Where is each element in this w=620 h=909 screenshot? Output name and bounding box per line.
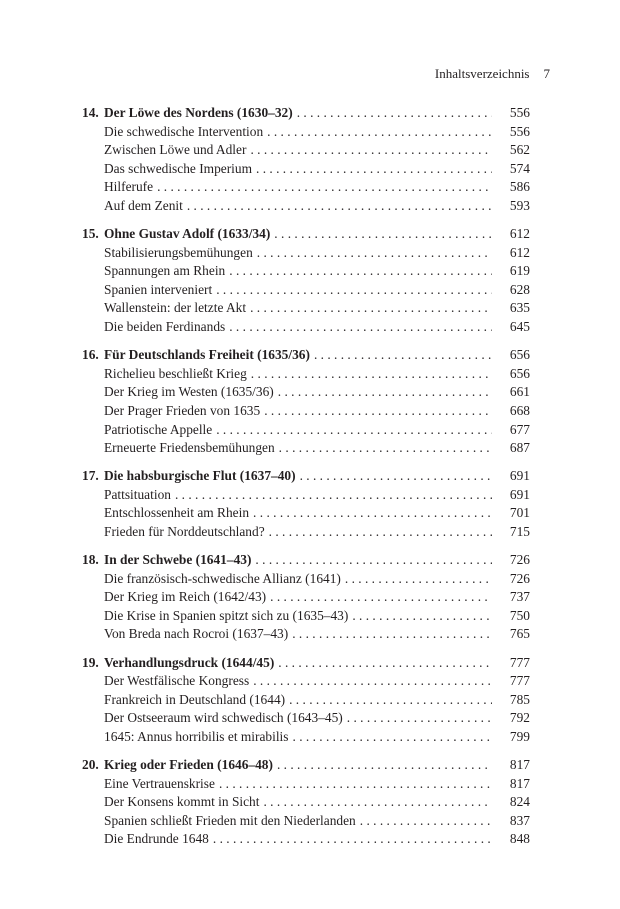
dot-leader bbox=[219, 775, 492, 794]
dot-leader bbox=[300, 467, 492, 486]
chapter-block bbox=[82, 104, 530, 216]
dot-leader bbox=[279, 439, 492, 458]
dot-leader bbox=[274, 225, 492, 244]
section-title: Auf dem Zenit bbox=[104, 197, 183, 213]
section-title: Die Endrunde 1648 bbox=[104, 831, 209, 847]
chapter-title: In der Schwebe (1641–43) bbox=[104, 552, 252, 568]
page-reference: 687 bbox=[509, 440, 530, 456]
chapter-number: 16. bbox=[82, 347, 99, 363]
dot-leader bbox=[229, 262, 492, 281]
page-reference: 586 bbox=[509, 179, 530, 195]
chapter-number: 19. bbox=[82, 654, 99, 670]
dot-leader bbox=[314, 346, 492, 365]
chapter-entry[interactable] bbox=[82, 467, 530, 486]
dot-leader bbox=[253, 672, 492, 691]
page-reference: 726 bbox=[509, 570, 530, 586]
page-reference: 612 bbox=[509, 244, 530, 260]
section-entry[interactable] bbox=[82, 672, 530, 691]
dot-leader bbox=[278, 654, 492, 673]
section-title: Der Ostseeraum wird schwedisch (1643–45) bbox=[104, 710, 343, 726]
page-reference: 677 bbox=[509, 421, 530, 437]
page-reference: 691 bbox=[509, 468, 530, 484]
page-reference: 848 bbox=[509, 831, 530, 847]
section-entry[interactable] bbox=[82, 160, 530, 179]
page-reference: 645 bbox=[509, 319, 530, 335]
page-reference: 619 bbox=[509, 263, 530, 279]
chapter-block bbox=[82, 551, 530, 644]
dot-leader bbox=[267, 123, 492, 142]
chapter-number: 20. bbox=[82, 757, 99, 772]
chapter-entry[interactable] bbox=[82, 104, 530, 123]
section-title: Patriotische Appelle bbox=[104, 421, 213, 437]
chapter-title: Ohne Gustav Adolf (1633/34) bbox=[104, 226, 271, 242]
dot-leader bbox=[347, 709, 492, 728]
chapter-entry[interactable] bbox=[82, 225, 530, 244]
page-reference: 628 bbox=[509, 281, 530, 297]
dot-leader bbox=[270, 588, 492, 607]
chapter-title: Der Löwe des Nordens (1630–32) bbox=[104, 105, 293, 120]
dot-leader bbox=[289, 691, 492, 710]
section-title: 1645: Annus horribilis et mirabilis bbox=[104, 728, 289, 744]
section-entry[interactable] bbox=[82, 439, 530, 458]
dot-leader bbox=[360, 812, 492, 831]
chapter-number: 14. bbox=[82, 105, 99, 120]
page-reference: 817 bbox=[509, 775, 530, 791]
section-title: Zwischen Löwe und Adler bbox=[104, 142, 247, 158]
section-title: Wallenstein: der letzte Akt bbox=[104, 300, 247, 316]
page-reference: 765 bbox=[509, 626, 530, 642]
page-reference: 593 bbox=[509, 197, 530, 213]
section-entry[interactable] bbox=[82, 299, 530, 318]
section-entry[interactable] bbox=[82, 812, 530, 831]
section-entry[interactable] bbox=[82, 197, 530, 216]
section-title: Erneuerte Friedensbemühungen bbox=[104, 440, 275, 456]
section-title: Pattsituation bbox=[104, 486, 171, 502]
section-title: Richelieu beschließt Krieg bbox=[104, 365, 247, 381]
dot-leader bbox=[251, 365, 492, 384]
dot-leader bbox=[277, 756, 492, 775]
running-head bbox=[435, 66, 550, 82]
section-title: Der Konsens kommt in Sicht bbox=[104, 794, 260, 810]
section-title: Frieden für Norddeutschland? bbox=[104, 523, 265, 539]
section-title: Spanien schließt Frieden mit den Niederlanden bbox=[104, 812, 356, 828]
section-entry[interactable] bbox=[82, 793, 530, 812]
dot-leader bbox=[250, 141, 492, 160]
page-reference: 715 bbox=[509, 523, 530, 539]
page-reference: 799 bbox=[509, 728, 530, 744]
section-title: Spanien interveniert bbox=[104, 281, 213, 297]
section-entry[interactable] bbox=[82, 262, 530, 281]
dot-leader bbox=[264, 402, 492, 421]
section-entry[interactable] bbox=[82, 607, 530, 626]
dot-leader bbox=[253, 504, 492, 523]
page-reference: 635 bbox=[509, 300, 530, 316]
chapter-number: 17. bbox=[82, 468, 99, 484]
chapter-entry[interactable] bbox=[82, 756, 530, 775]
dot-leader bbox=[250, 299, 492, 318]
page-reference: 612 bbox=[509, 226, 530, 242]
page-reference: 656 bbox=[509, 347, 530, 363]
section-entry[interactable] bbox=[82, 141, 530, 160]
dot-leader bbox=[216, 281, 492, 300]
page-reference: 792 bbox=[509, 710, 530, 726]
page-reference: 737 bbox=[509, 589, 530, 605]
chapter-entry[interactable] bbox=[82, 551, 530, 570]
page-reference: 661 bbox=[509, 384, 530, 400]
section-title: Stabilisierungsbemühungen bbox=[104, 244, 253, 260]
dot-leader bbox=[263, 793, 492, 812]
section-title: Spannungen am Rhein bbox=[104, 263, 226, 279]
dot-leader bbox=[157, 178, 492, 197]
section-entry[interactable] bbox=[82, 775, 530, 794]
dot-leader bbox=[213, 830, 492, 849]
section-title: Die schwedische Intervention bbox=[104, 123, 264, 139]
dot-leader bbox=[278, 383, 492, 402]
chapter-title: Verhandlungsdruck (1644/45) bbox=[104, 654, 275, 670]
chapter-entry[interactable] bbox=[82, 346, 530, 365]
section-entry[interactable] bbox=[82, 625, 530, 644]
section-entry[interactable] bbox=[82, 178, 530, 197]
chapter-entry[interactable] bbox=[82, 654, 530, 673]
section-title: Hilferufe bbox=[104, 179, 154, 195]
section-entry[interactable] bbox=[82, 570, 530, 589]
page-reference: 837 bbox=[509, 812, 530, 828]
section-entry[interactable] bbox=[82, 383, 530, 402]
section-title: Der Prager Frieden von 1635 bbox=[104, 402, 261, 418]
dot-leader bbox=[255, 551, 492, 570]
section-title: Frankreich in Deutschland (1644) bbox=[104, 691, 286, 707]
section-entry[interactable] bbox=[82, 123, 530, 142]
section-entry[interactable] bbox=[82, 523, 530, 542]
section-entry[interactable] bbox=[82, 691, 530, 710]
page-number: 7 bbox=[543, 66, 550, 81]
dot-leader bbox=[345, 570, 492, 589]
chapter-title: Die habsburgische Flut (1637–40) bbox=[104, 468, 296, 484]
section-title: Das schwedische Imperium bbox=[104, 160, 252, 176]
chapter-title: Krieg oder Frieden (1646–48) bbox=[104, 757, 273, 772]
page-reference: 691 bbox=[509, 486, 530, 502]
page-reference: 750 bbox=[509, 607, 530, 623]
section-entry[interactable] bbox=[82, 709, 530, 728]
page-reference: 824 bbox=[509, 794, 530, 810]
page-reference: 701 bbox=[509, 505, 530, 521]
page-reference: 726 bbox=[509, 552, 530, 568]
page-reference: 556 bbox=[509, 105, 530, 120]
section-title: Der Krieg im Westen (1635/36) bbox=[104, 384, 274, 400]
section-title: Eine Vertrauenskrise bbox=[104, 775, 215, 791]
table-of-contents bbox=[82, 104, 530, 858]
dot-leader bbox=[269, 523, 492, 542]
dot-leader bbox=[292, 625, 492, 644]
section-title: Entschlossenheit am Rhein bbox=[104, 505, 250, 521]
dot-leader bbox=[216, 421, 492, 440]
dot-leader bbox=[175, 486, 492, 505]
page-reference: 777 bbox=[509, 654, 530, 670]
section-entry[interactable] bbox=[82, 728, 530, 747]
section-title: Die Krise in Spanien spitzt sich zu (1635–43) bbox=[104, 607, 349, 623]
section-entry[interactable] bbox=[82, 504, 530, 523]
section-entry[interactable] bbox=[82, 588, 530, 607]
running-head-title: Inhaltsverzeichnis bbox=[434, 66, 530, 81]
section-entry[interactable] bbox=[82, 486, 530, 505]
page-reference: 656 bbox=[509, 365, 530, 381]
dot-leader bbox=[352, 607, 492, 626]
chapter-number: 18. bbox=[82, 552, 99, 568]
page-reference: 562 bbox=[509, 142, 530, 158]
chapter-block bbox=[82, 467, 530, 541]
page-reference: 668 bbox=[509, 402, 530, 418]
section-title: Von Breda nach Rocroi (1637–43) bbox=[104, 626, 289, 642]
section-title: Der Westfälische Kongress bbox=[104, 673, 250, 689]
section-entry[interactable] bbox=[82, 830, 530, 849]
section-entry[interactable] bbox=[82, 402, 530, 421]
chapter-block bbox=[82, 654, 530, 747]
dot-leader bbox=[257, 244, 492, 263]
section-title: Die beiden Ferdinands bbox=[104, 319, 226, 335]
page-reference: 574 bbox=[509, 160, 530, 176]
dot-leader bbox=[293, 728, 493, 747]
dot-leader bbox=[187, 197, 492, 216]
dot-leader bbox=[256, 160, 492, 179]
section-entry[interactable] bbox=[82, 365, 530, 384]
section-title: Die französisch-schwedische Allianz (1641) bbox=[104, 570, 341, 586]
page-reference: 785 bbox=[509, 691, 530, 707]
chapter-block bbox=[82, 225, 530, 337]
section-entry[interactable] bbox=[82, 421, 530, 440]
page-reference: 777 bbox=[509, 673, 530, 689]
page-reference: 817 bbox=[509, 757, 530, 772]
chapter-block bbox=[82, 346, 530, 458]
page-reference: 556 bbox=[509, 123, 530, 139]
dot-leader bbox=[229, 318, 492, 337]
chapter-block bbox=[82, 756, 530, 849]
section-entry[interactable] bbox=[82, 244, 530, 263]
section-entry[interactable] bbox=[82, 318, 530, 337]
chapter-title: Für Deutschlands Freiheit (1635/36) bbox=[104, 347, 310, 363]
chapter-number: 15. bbox=[82, 226, 99, 242]
section-title: Der Krieg im Reich (1642/43) bbox=[104, 589, 267, 605]
section-entry[interactable] bbox=[82, 281, 530, 300]
dot-leader bbox=[297, 104, 492, 123]
